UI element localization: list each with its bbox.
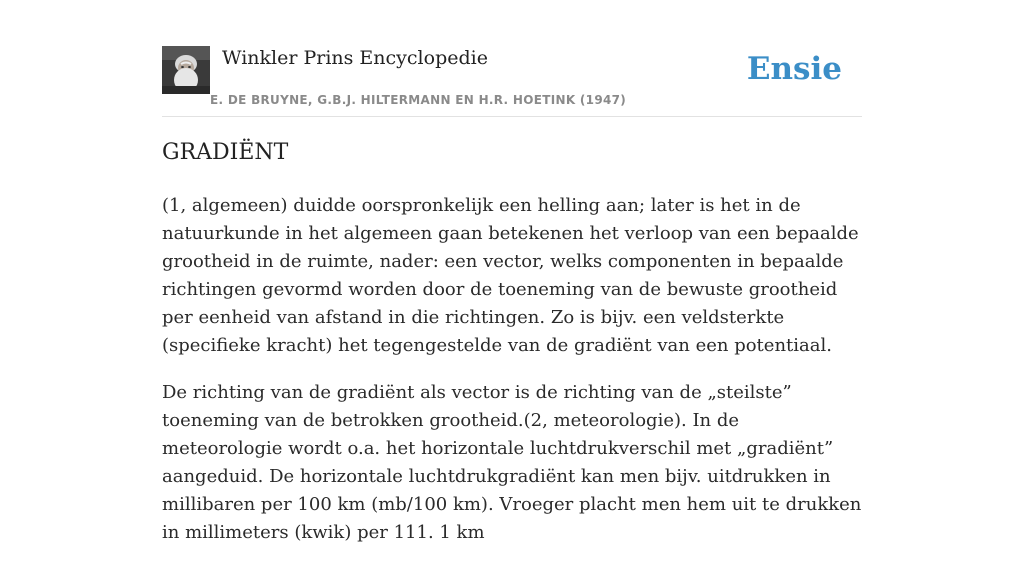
article-body: [162, 192, 864, 566]
author-portrait-icon: [162, 46, 210, 94]
article-paragraph-1: (1, algemeen) duidde oorspronkelijk een helling aan; later is het in de natuurkunde in het algemeen gaan betekenen het verloop van een bepaalde grootheid in de ruimte, nader: een vector, welks componenten in bepaalde richtingen gevormd worden door de toeneming van de bewuste grootheid per eenheid van afstand in die richtingen. Zo is bijv. een veldsterkte (specifieke kracht) het tegengestelde van de gradiënt van een potentiaal.: [162, 195, 859, 356]
publication-title[interactable]: Winkler Prins Encyclopedie: [222, 47, 488, 69]
article-paragraph-2: De richting van de gradiënt als vector is de richting van de „steilste” toeneming van de betrokken grootheid.(2, meteorologie). In de meteorologie wordt o.a. het horizontale luchtdrukverschil met „gradiënt” aangeduid. De horizontale luchtdrukgradiënt kan men bijv. uitdrukken in millibaren per 100 km (mb/100 km). Vroeger placht men hem uit te drukken in millimeters (kwik) per 111. 1 km: [162, 382, 862, 543]
author-avatar: [162, 46, 210, 94]
header: [162, 46, 862, 117]
ensie-logo-link[interactable]: Ensie: [746, 51, 842, 87]
authors-line: E. DE BRUYNE, G.B.J. HILTERMANN EN H.R. HOETINK (1947): [210, 93, 627, 107]
article-title: GRADIËNT: [162, 140, 289, 165]
